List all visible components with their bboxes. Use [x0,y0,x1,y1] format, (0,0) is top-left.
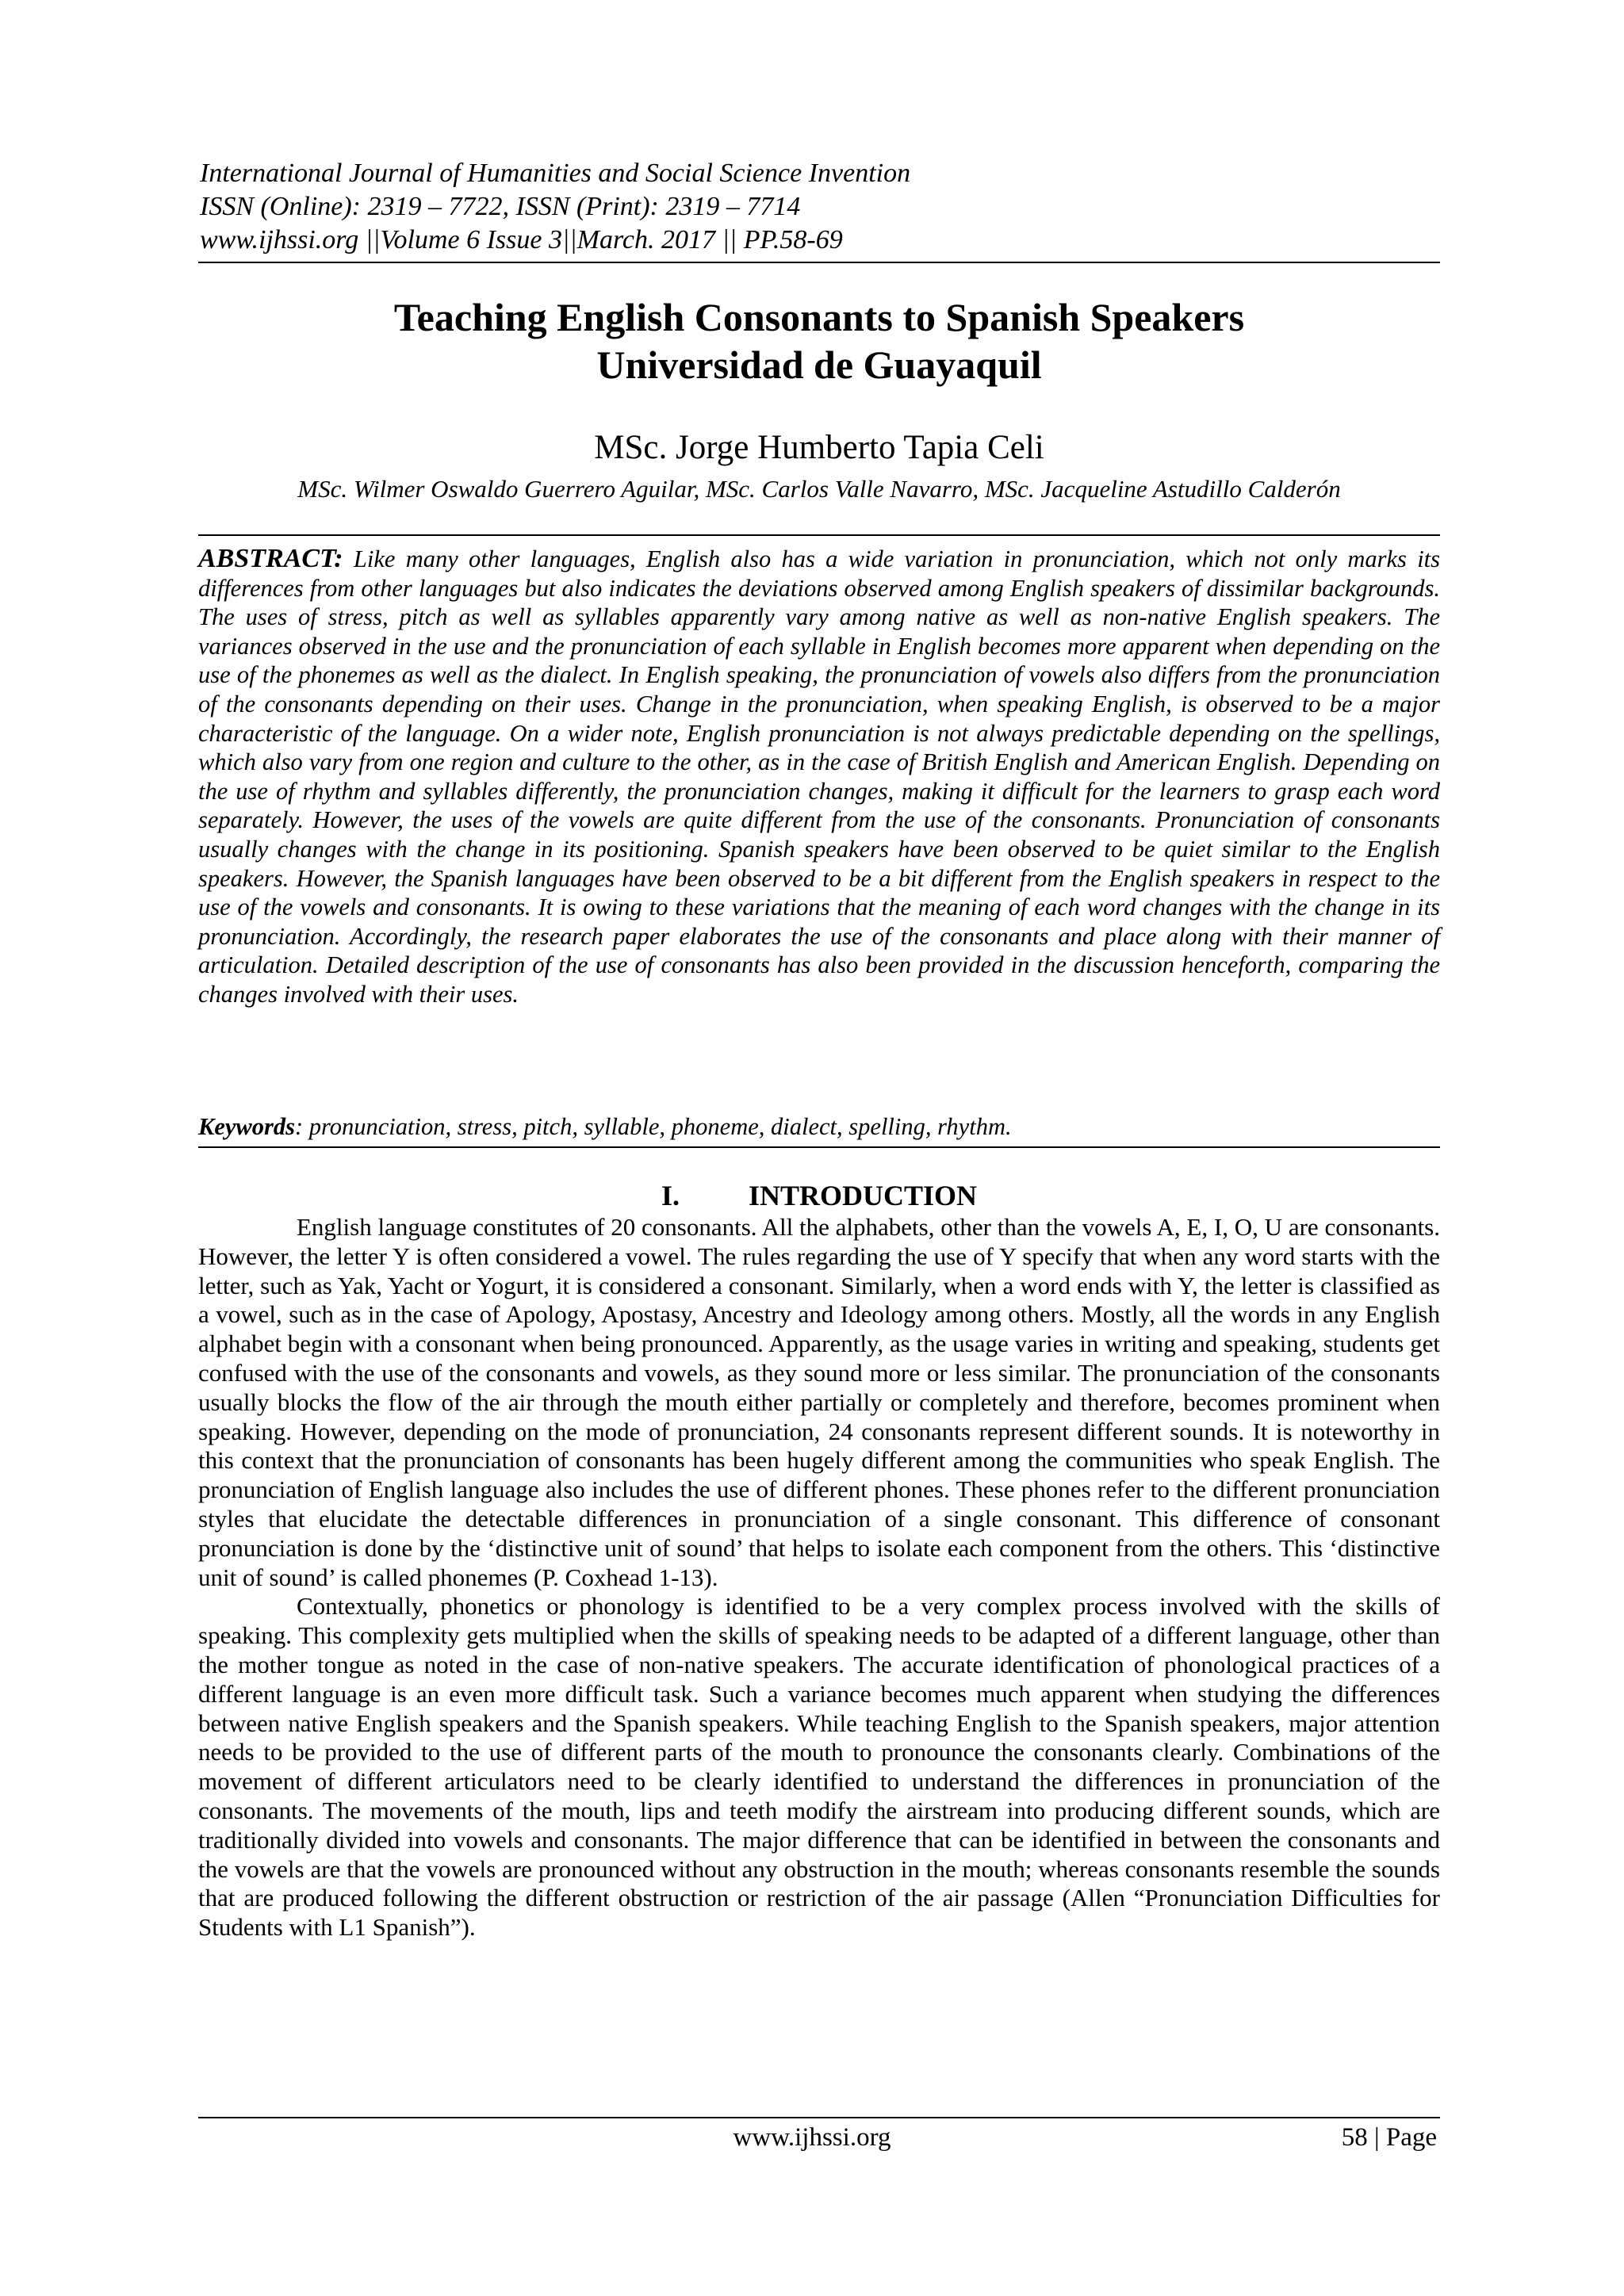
abstract-top-rule [198,534,1440,536]
keywords-label: Keywords [198,1113,295,1140]
abstract-text: Like many other languages, English also has a wide variation in pronunciation, which not only marks its differences from other languages but also indicates the deviations observed among English speakers of dissimilar backgrounds. The uses of stress, pitch as well as syllables apparently vary among native as well as non-native English speakers. The variances observed in the use and the pronunciation of each syllable in English becomes more apparent when depending on the use of the phonemes as well as the dialect. In English speaking, the pronunciation of vowels also differs from the pronunciation of the consonants depending on their uses. Change in the pronunciation, when speaking English, is observed to be a major characteristic of the language. On a wider note, English pronunciation is not always predictable depending on the spellings, which also vary from one region and culture to the other, as in the case of British English and American English. Depending on the use of rhythm and syllables differently, the pronunciation changes, making it difficult for the learners to grasp each word separately. However, the uses of the vowels are quite different from the use of the consonants. Pronunciation of consonants usually changes with the change in its positioning. Spanish speakers have been observed to be quiet similar to the English speakers. However, the Spanish languages have been observed to be a bit different from the English speakers in respect to the use of the vowels and consonants. It is owing to these variations that the meaning of each word changes with the change in its pronunciation. Accordingly, the research paper elaborates the use of the consonants and place along with their manner of articulation. Detailed description of the use of consonants has also been provided in the discussion henceforth, comparing the changes involved with their uses. [198,545,1441,1008]
main-author: MSc. Jorge Humberto Tapia Celi [594,429,1044,466]
journal-issn: ISSN (Online): 2319 – 7722, ISSN (Print): 2319 – 7714 [200,192,801,221]
footer-rule [198,2117,1440,2118]
abstract [198,545,1440,1009]
paragraph: English language constitutes of 20 consonants. All the alphabets, other than the vowels A, E, I, O, U are consonants. However, the letter Y is often considered a vowel. The rules regarding the use of Y specify that when any word starts with the letter, such as Yak, Yacht or Yogurt, it is considered a consonant. Similarly, when a word ends with Y, the letter is classified as a vowel, such as in the case of Apology, Apostasy, Ancestry and Ideology among others. Mostly, all the words in any English alphabet begin with a consonant when being pronounced. Apparently, as the usage varies in writing and speaking, students get confused with the use of the consonants and vowels, as they sound more or less similar. The pronunciation of the consonants usually blocks the flow of the air through the mouth either partially or completely and therefore, becomes prominent when speaking. However, depending on the mode of pronunciation, 24 consonants represent different sounds. It is noteworthy in this context that the pronunciation of consonants has been hugely different among the communities who speak English. The pronunciation of English language also includes the use of different phones. These phones refer to the different pronunciation styles that elucidate the detectable differences in pronunciation of a single consonant. This difference of consonant pronunciation is done by the ‘distinctive unit of sound’ that helps to isolate each component from the others. This ‘distinctive unit of sound’ is called phonemes (P. Coxhead 1-13). [198,1213,1440,1591]
introduction-body [198,1213,1440,1942]
paragraph: Contextually, phonetics or phonology is identified to be a very complex process involved with the skills of speaking. This complexity gets multiplied when the skills of speaking needs to be adapted of a different language, other than the mother tongue as noted in the case of non-native speakers. The accurate identification of phonological practices of a different language is an even more difficult task. Such a variance becomes much apparent when studying the differences between native English speakers and the Spanish speakers. While teaching English to the Spanish speakers, major attention needs to be provided to the use of different parts of the mouth to pronounce the consonants clearly. Combinations of the movement of different articulators need to be clearly identified to understand the differences in pronunciation of the consonants. The movements of the mouth, lips and teeth modify the airstream into producing different sounds, which are traditionally divided into vowels and consonants. The major difference that can be identified in between the consonants and the vowels are that the vowels are pronounced without any obstruction in the mouth; whereas consonants resemble the sounds that are produced following the different obstruction or restriction of the air passage (Allen “Pronunciation Difficulties for Students with L1 Spanish”). [198,1592,1440,1942]
footer-website: www.ijhssi.org [733,2123,891,2152]
title-line-2: Universidad de Guayaquil [596,342,1042,387]
section-heading-introduction [200,1178,1438,1213]
abstract-bottom-rule [198,1146,1440,1148]
keywords-text: : pronunciation, stress, pitch, syllable, phoneme, dialect, spelling, rhythm. [295,1113,1012,1140]
title-line-1: Teaching English Consonants to Spanish Speakers [393,295,1245,339]
co-authors: MSc. Wilmer Oswaldo Guerrero Aguilar, MSc. Carlos Valle Navarro, MSc. Jacqueline Astudillo Calderón [297,475,1341,503]
header-rule [198,262,1440,263]
paper-title [200,293,1438,388]
footer-page-number: 58 | Page [1341,2123,1437,2152]
keywords [198,1112,1440,1142]
abstract-label: ABSTRACT: [198,544,343,573]
journal-name: International Journal of Humanities and Social Science Invention [200,159,911,188]
section-title: INTRODUCTION [748,1180,978,1211]
section-number: I. [661,1180,680,1211]
journal-volume: www.ijhssi.org ||Volume 6 Issue 3||March. 2017 || PP.58-69 [200,225,843,254]
journal-header [200,157,1438,257]
